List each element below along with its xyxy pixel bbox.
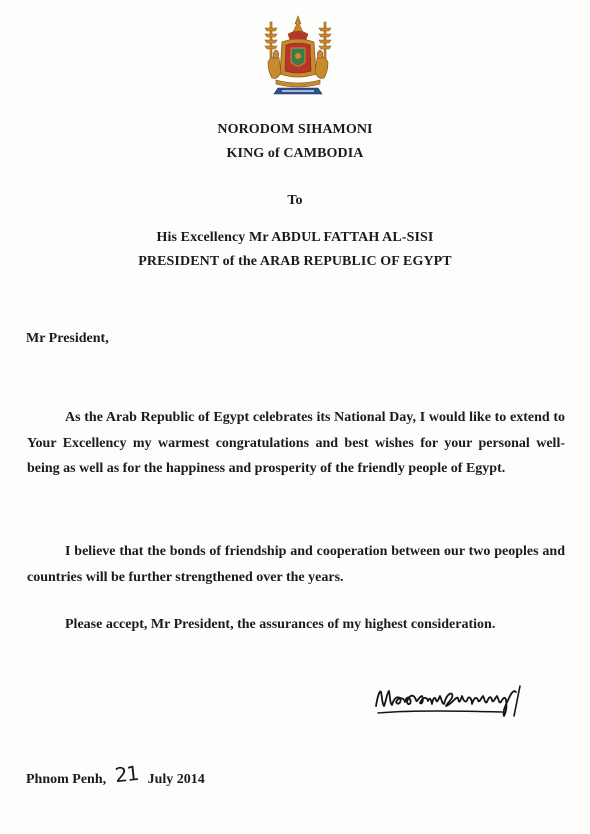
month-year: July 2014: [147, 772, 205, 787]
body-paragraph-3: Please accept, Mr President, the assurances of my highest consideration.: [65, 617, 496, 632]
to-label: To: [287, 193, 303, 208]
sender-name: NORODOM SIHAMONI: [217, 122, 373, 137]
handwritten-day: 21: [113, 760, 140, 788]
body-paragraph-1: As the Arab Republic of Egypt celebrates its National Day, I would like to extend to Your Excellency my warmest congratulations and best wishes for your personal well-being as well as for the happiness and prosperity of the friendly people of Egypt.: [27, 410, 565, 476]
place-and-date: [26, 760, 205, 788]
salutation: Mr President,: [26, 331, 109, 346]
royal-coat-of-arms-icon: [262, 14, 334, 100]
handwritten-signature: [372, 682, 528, 720]
recipient-title: PRESIDENT of the ARAB REPUBLIC OF EGYPT: [138, 254, 452, 269]
recipient-name: His Excellency Mr ABDUL FATTAH AL-SISI: [156, 230, 434, 245]
place: Phnom Penh,: [26, 772, 107, 787]
body-paragraph-2: I believe that the bonds of friendship and cooperation between our two peoples and countries will be further strengthened over the years.: [27, 544, 565, 585]
sender-title: KING of CAMBODIA: [226, 146, 364, 161]
